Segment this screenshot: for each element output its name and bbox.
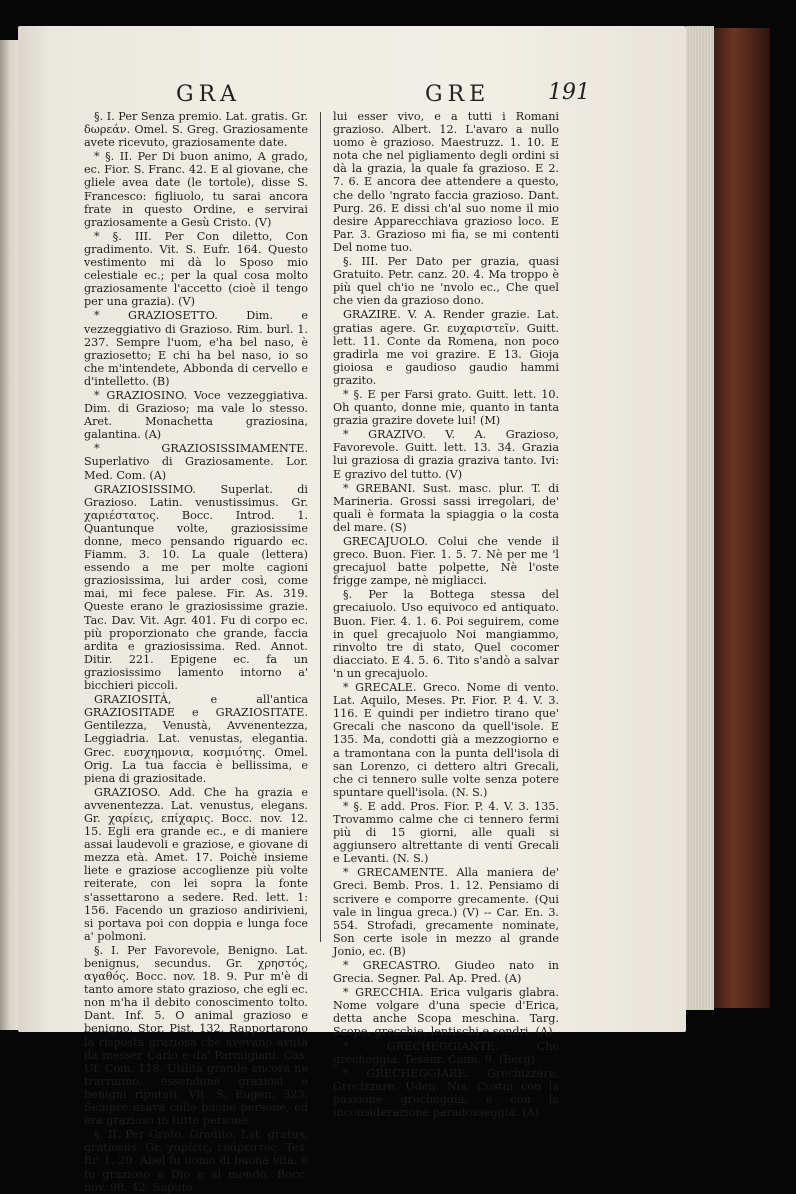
dictionary-entry: * GRAZIVO. V. A. Grazioso, Favorevole. Guitt. lett. 13. 34. Grazia lui graziosa di grazia graziva tanto. Ivi: E grazivo del tutto. (V) xyxy=(333,428,559,481)
dictionary-entry: GRAZIOSITÀ, e all'antica GRAZIOSITADE e GRAZIOSITATE. Gentilezza, Venustà, Avvenentezza, Leggiadria. Lat. venustas, elegantia. Grec. ευσχημονια, κοσμιότης. Omel. Orig. La tua faccia è bellissima, e piena di graziositade. xyxy=(84,693,308,785)
dictionary-entry: GRAZIOSO. Add. Che ha grazia e avvenentezza. Lat. venustus, elegans. Gr. χαρίεις, επίχαρις. Bocc. nov. 12. 15. Egli era grande ec., e di maniere assai laudevoli e graziose, e giovane di mezza età. Amet. 17. Poichè insieme liete e graziose accoglienze più volte reiterate, con lei sopra la fonte s'assettarono a sedere. Red. lett. 1: 156. Facendo un grazioso andirivieni, si portava poi con doppia e lunga foce a' polmoni. xyxy=(84,785,308,943)
page-header xyxy=(18,62,686,107)
dictionary-entry: * GRAZIOSETTO. Dim. e vezzeggiativo di Grazioso. Rim. burl. 1. 237. Sempre l'uom, e'ha bel naso, è graziosetto; E chi ha bel naso, io so che m'intendete, Abbonda di cervello e d'intelletto. (B) xyxy=(84,309,308,388)
dictionary-entry: lui esser vivo, e a tutti i Romani grazioso. Albert. 12. L'avaro a nullo uomo è grazioso. Maestruzz. 1. 10. E nota che nel pigliamento degli ordini si dà la grazia, la quale fa grazioso. E 2. 7. 6. E ancora dee attendere a questo, che dello 'ngrato faccia grazioso. Dant. Purg. 26. E dissi ch'al suo nome il mio desire Apparecchiava grazioso loco. E Par. 3. Grazioso mi fia, se mi contenti Del nome tuo. xyxy=(333,110,559,254)
dictionary-entry: §. II. Per Grato, Gradito. Lat. gratus, gratiosus. Gr. χαρίεις, ευάρεστος. Tes. Br. 1. 20. Abel fu uomo di buona vita, e fu grazioso a Dio e al mondo. Bocc. nov. 98. 42. Saputo xyxy=(84,1128,308,1194)
dictionary-entry: * §. II. Per Di buon animo, A grado, ec. Fior. S. Franc. 42. E al giovane, che gliele avea date (le tortole), disse S. Francesco: figliuolo, tu sarai ancora frate in questo Ordine, e servirai graziosamente a Gesù Cristo. (V) xyxy=(84,150,308,229)
dictionary-entry: * GRAZIOSISSIMAMENTE. Superlativo di Graziosamente. Lor. Med. Com. (A) xyxy=(84,442,308,482)
dictionary-entry: * §. E per Farsi grato. Guitt. lett. 10. Oh quanto, donne mie, quanto in tanta grazia grazire dovete lui! (M) xyxy=(333,387,559,428)
dictionary-entry: * GRECHEGGIANTE. Che grecheggia. Tesaur. Cann. 9. (Berg) xyxy=(333,1039,559,1066)
dictionary-entry: * §. III. Per Con diletto, Con gradimento. Vit. S. Eufr. 164. Questo vestimento mi dà lo Sposo mio celestiale ec.; per la qual cosa molto graziosamente l'accetto (cioè il tengo per una grazia). (V) xyxy=(84,229,308,309)
column-divider xyxy=(320,112,321,942)
dictionary-entry: * GRECCHIA. Erica vulgaris glabra. Nome volgare d'una specie d'Erica, detta anche Scopa meschina. Targ. Scope, grecchie, lentischi e sondri. (A) xyxy=(333,986,559,1039)
dictionary-entry: * GRECHEGGIARE. Grechizzare, Grecizzare. Uden. Nis. Costui con la passione grecheggia, e con la inconsiderazione paradosseggia. (A) xyxy=(333,1066,559,1120)
right-column xyxy=(333,110,559,1119)
running-head-left: GRA xyxy=(176,82,242,107)
dictionary-entry: §. Per la Bottega stessa del grecaiuolo. Uso equivoco ed antiquato. Buon. Fier. 4. 1. 6. Poi seguirem, come in quel grecajuolo Noi mangiammo, rinvolto tre di stato, Quel cocomer diacciato. E 4. 5. 6. Tito s'andò a salvar 'n un grecajuolo. xyxy=(333,588,559,680)
left-column xyxy=(84,110,308,1194)
dictionary-entry: §. I. Per Senza premio. Lat. gratis. Gr. δωρεάν. Omel. S. Greg. Graziosamente avete ricevuto, graziosamente date. xyxy=(84,110,308,150)
dictionary-entry: * §. E add. Pros. Fior. P. 4. V. 3. 135. Trovammo calme che ci tennero fermi più di 15 giorni, alle quali si aggiunsero altrettante di venti Grecali e Levanti. (N. S.) xyxy=(333,799,559,866)
dictionary-entry: §. I. Per Favorevole, Benigno. Lat. benignus, secundus. Gr. χρηστός, αγαθός. Bocc. nov. 18. 9. Pur m'è di tanto amore stato grazioso, che egli ec. non m'ha il debito conoscimento tolto. Dant. Inf. 5. O animal grazioso e benigno. Stor. Pist. 132. Rapportarono la risposta graziosa che avevano avuta da messer Carlo e da' Parmigiani. Cas. Uf. Com. 118. Utilità grande ancora ne trarranno, essendone graziosi e benigni riputati. Vit. S. Eugen. 323. Sempre usava colle buone persone, ed era grazioso in tutte persone. xyxy=(84,943,308,1128)
page-number: 191 xyxy=(548,80,590,105)
dictionary-entry: * GRECALE. Greco. Nome di vento. Lat. Aquilo, Meses. Pr. Fior. P. 4. V. 3. 116. E quindi per indietro tirano que' Grecali che nascono da quell'isole. E 135. Ma, condotti già a mezzogiorno e a tramontana con la punta dell'isola di san Lorenzo, ci dettero altri Grecali, che ci tennero sulle volte senza potere spuntare quell'isola. (N. S.) xyxy=(333,681,559,799)
dictionary-entry: GRECAJUOLO. Colui che vende il greco. Buon. Fier. 1. 5. 7. Nè per me 'l grecajuol batte polpette, Nè l'oste frigge zampe, nè migliacci. xyxy=(333,535,559,588)
page-block-edges xyxy=(686,26,714,1010)
dictionary-entry: §. III. Per Dato per grazia, quasi Gratuito. Petr. canz. 20. 4. Ma troppo è più quel ch'io ne 'nvolo ec., Che quel che vien da grazioso dono. xyxy=(333,255,559,308)
dictionary-entry: GRAZIRE. V. A. Render grazie. Lat. gratias agere. Gr. ευχαριστεῖν. Guitt. lett. 11. Conte da Romena, non poco gradirla me voi grazire. E 13. Gioja gioiosa e gaudioso gaudio hammi grazito. xyxy=(333,308,559,387)
dictionary-entry: * GRECAMENTE. Alla maniera de' Greci. Bemb. Pros. 1. 12. Pensiamo di scrivere e comporre grecamente. (Qui vale in lingua greca.) (V) -- Car. En. 3. 554. Strofadi, grecamente nominate, Son certe isole in mezzo al grande Jonio, ec. (B) xyxy=(333,866,559,958)
dictionary-entry: * GRECASTRO. Giudeo nato in Grecia. Segner. Pal. Ap. Pred. (A) xyxy=(333,959,559,986)
dictionary-entry: GRAZIOSISSIMO. Superlat. di Grazioso. Latin. venustissimus. Gr. χαριέστατος. Bocc. Introd. 1. Quantunque volte, graziosissime donne, meco pensando riguardo ec. Fiamm. 3. 10. La quale (lettera) essendo a me per molte cagioni graziosissima, lui arder così, come mai, mi fece palese. Fir. As. 319. Queste erano le graziosissime grazie. Tac. Dav. Vit. Agr. 401. Fu di corpo ec. più proporzionato che grande, faccia ardita e graziosissima. Red. Annot. Ditir. 221. Epigene ec. fa un graziosissimo lamento intorno a' bicchieri piccoli. xyxy=(84,482,308,693)
running-head-right: GRE xyxy=(425,82,491,107)
dictionary-entry: * GREBANI. Sust. masc. plur. T. di Marineria. Grossi sassi irregolari, de' quali è formata la spiaggia o la costa del mare. (S) xyxy=(333,481,559,534)
book-cover-edge xyxy=(714,28,770,1008)
dictionary-entry: * GRAZIOSINO. Voce vezzeggiativa. Dim. di Grazioso; ma vale lo stesso. Aret. Monachetta graziosina, galantina. (A) xyxy=(84,388,308,442)
